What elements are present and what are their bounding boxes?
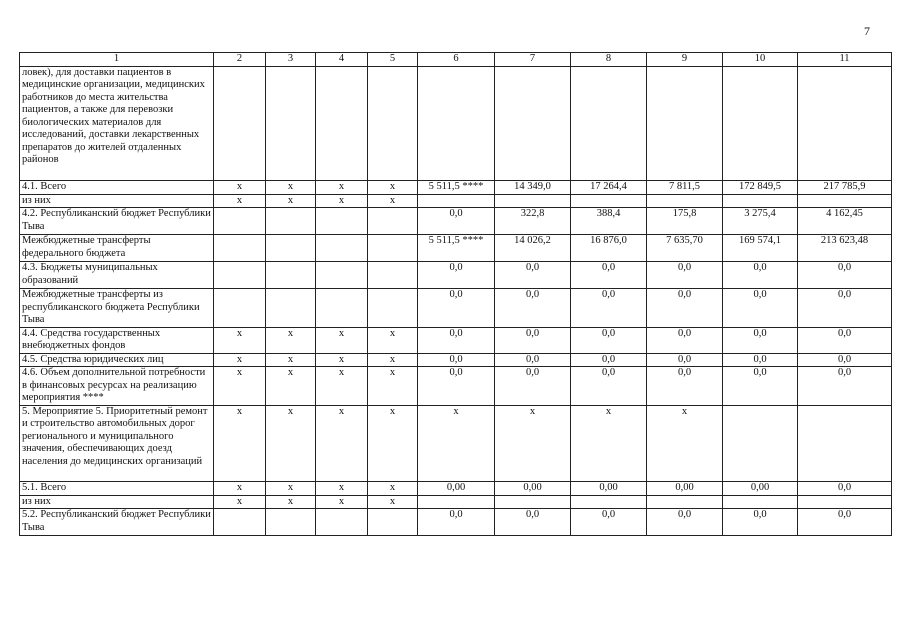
column-number-header: 9 xyxy=(647,53,723,67)
table-cell: х xyxy=(214,481,266,495)
table-cell xyxy=(495,495,571,509)
table-cell: х xyxy=(214,327,266,353)
table-cell: 0,0 xyxy=(798,481,892,495)
table-cell: 0,0 xyxy=(647,509,723,536)
table-cell: х xyxy=(368,353,418,367)
table-cell: х xyxy=(266,367,316,406)
table-cell: х xyxy=(571,405,647,481)
table-cell xyxy=(214,66,266,180)
table-cell: х xyxy=(214,194,266,208)
table-cell xyxy=(571,194,647,208)
table-cell: х xyxy=(316,405,368,481)
row-label: 5.2. Республиканский бюджет Республики Тыва xyxy=(20,509,214,536)
table-cell: 16 876,0 xyxy=(571,235,647,262)
table-cell: 0,0 xyxy=(798,262,892,289)
table-cell: 5 511,5 **** xyxy=(418,235,495,262)
table-cell: 0,0 xyxy=(723,509,798,536)
table-cell: 0,0 xyxy=(647,353,723,367)
table-cell: 14 349,0 xyxy=(495,180,571,194)
row-label: из них xyxy=(20,194,214,208)
table-cell: 0,0 xyxy=(647,367,723,406)
table-cell xyxy=(418,495,495,509)
table-cell: 0,0 xyxy=(798,353,892,367)
table-cell: 0,0 xyxy=(798,367,892,406)
column-number-header: 7 xyxy=(495,53,571,67)
table-cell: 0,0 xyxy=(418,289,495,328)
page-number: 7 xyxy=(864,24,870,38)
table-cell: 0,0 xyxy=(798,327,892,353)
column-number-header: 11 xyxy=(798,53,892,67)
column-number-header: 8 xyxy=(571,53,647,67)
table-cell xyxy=(368,262,418,289)
row-label: 4.2. Республиканский бюджет Республики Тыва xyxy=(20,208,214,235)
table-cell: 0,0 xyxy=(571,289,647,328)
table-cell: х xyxy=(368,327,418,353)
table-row xyxy=(20,509,892,536)
table-row xyxy=(20,367,892,406)
table-cell xyxy=(418,66,495,180)
table-cell: 0,0 xyxy=(647,289,723,328)
table-cell xyxy=(368,66,418,180)
column-number-header: 10 xyxy=(723,53,798,67)
table-cell xyxy=(495,66,571,180)
table-cell: х xyxy=(368,180,418,194)
table-cell: 0,00 xyxy=(418,481,495,495)
table-cell xyxy=(723,405,798,481)
table-cell: х xyxy=(266,495,316,509)
table-cell: х xyxy=(266,194,316,208)
table-cell: 7 635,70 xyxy=(647,235,723,262)
table-cell: 0,0 xyxy=(418,367,495,406)
table-cell xyxy=(723,66,798,180)
table-cell xyxy=(368,208,418,235)
table-cell xyxy=(647,495,723,509)
table-cell: 14 026,2 xyxy=(495,235,571,262)
table-cell xyxy=(266,509,316,536)
table-cell: 0,00 xyxy=(647,481,723,495)
table-cell xyxy=(647,194,723,208)
row-label: 4.4. Средства государственных внебюджетных фондов xyxy=(20,327,214,353)
table-cell xyxy=(495,194,571,208)
table-cell: 175,8 xyxy=(647,208,723,235)
table-cell: х xyxy=(368,495,418,509)
table-row xyxy=(20,194,892,208)
table-cell xyxy=(368,509,418,536)
table-cell: 0,0 xyxy=(418,262,495,289)
table-cell: х xyxy=(316,481,368,495)
table-cell: 3 275,4 xyxy=(723,208,798,235)
table-row xyxy=(20,327,892,353)
table-row xyxy=(20,235,892,262)
table-cell xyxy=(368,289,418,328)
column-number-header: 4 xyxy=(316,53,368,67)
table-cell: х xyxy=(214,367,266,406)
table-cell: х xyxy=(214,405,266,481)
table-cell: х xyxy=(266,405,316,481)
table-cell: 0,0 xyxy=(798,509,892,536)
table-cell: 7 811,5 xyxy=(647,180,723,194)
table-cell xyxy=(214,289,266,328)
row-label: 5.1. Всего xyxy=(20,481,214,495)
table-cell xyxy=(266,66,316,180)
row-label: 4.6. Объем дополнительной потребности в финансовых ресурсах на реализацию мероприятия **** xyxy=(20,367,214,406)
table-cell xyxy=(571,66,647,180)
table-cell: 17 264,4 xyxy=(571,180,647,194)
table-row xyxy=(20,289,892,328)
table-cell: 0,0 xyxy=(495,367,571,406)
table-cell: 5 511,5 **** xyxy=(418,180,495,194)
table-cell xyxy=(214,235,266,262)
table-cell xyxy=(316,289,368,328)
table-cell: 0,0 xyxy=(647,262,723,289)
table-cell: 0,0 xyxy=(647,327,723,353)
table-cell: 0,0 xyxy=(723,327,798,353)
row-label: 4.1. Всего xyxy=(20,180,214,194)
table-cell: 0,0 xyxy=(495,327,571,353)
column-number-header: 6 xyxy=(418,53,495,67)
table-cell: 0,0 xyxy=(723,289,798,328)
column-number-header: 1 xyxy=(20,53,214,67)
table-cell: х xyxy=(495,405,571,481)
table-cell: 0,0 xyxy=(495,262,571,289)
table-row xyxy=(20,262,892,289)
table-cell: 0,0 xyxy=(723,262,798,289)
table-cell xyxy=(798,495,892,509)
table-cell: 0,00 xyxy=(723,481,798,495)
table-cell: х xyxy=(368,367,418,406)
table-cell: х xyxy=(266,481,316,495)
table-header-row xyxy=(20,53,892,67)
table-cell: 0,0 xyxy=(571,353,647,367)
table-cell xyxy=(418,194,495,208)
table-cell xyxy=(316,208,368,235)
table-cell: х xyxy=(316,495,368,509)
table-cell: х xyxy=(647,405,723,481)
table-cell: 0,0 xyxy=(571,509,647,536)
table-cell: х xyxy=(214,495,266,509)
table-cell xyxy=(266,208,316,235)
table-cell xyxy=(316,66,368,180)
table-cell: 0,0 xyxy=(418,509,495,536)
table-cell xyxy=(214,208,266,235)
table-row xyxy=(20,495,892,509)
table-cell: 0,0 xyxy=(571,327,647,353)
column-number-header: 2 xyxy=(214,53,266,67)
table-cell: 0,00 xyxy=(571,481,647,495)
row-label: Межбюджетные трансферты федерального бюджета xyxy=(20,235,214,262)
table-row xyxy=(20,405,892,481)
table-cell: 0,0 xyxy=(723,367,798,406)
row-label: 5. Мероприятие 5. Приоритетный ремонт и строительство автомобильных дорог регионального и муниципального значения, обеспечивающих доезд населения до медицинских организаций xyxy=(20,405,214,481)
row-label: Межбюджетные трансферты из республиканского бюджета Республики Тыва xyxy=(20,289,214,328)
table-cell: 0,0 xyxy=(571,262,647,289)
table-cell: х xyxy=(316,194,368,208)
table-cell xyxy=(316,235,368,262)
table-cell: 0,0 xyxy=(495,289,571,328)
table-cell: 0,0 xyxy=(798,289,892,328)
table-cell xyxy=(266,235,316,262)
table-cell: 0,00 xyxy=(495,481,571,495)
table-cell: 322,8 xyxy=(495,208,571,235)
table-cell: х xyxy=(368,481,418,495)
table-row xyxy=(20,180,892,194)
table-cell: х xyxy=(368,194,418,208)
table-cell: 0,0 xyxy=(723,353,798,367)
table-cell xyxy=(368,235,418,262)
table-cell: 172 849,5 xyxy=(723,180,798,194)
table-cell: 0,0 xyxy=(495,353,571,367)
table-cell: 0,0 xyxy=(418,353,495,367)
table-cell: х xyxy=(266,180,316,194)
table-cell: 388,4 xyxy=(571,208,647,235)
table-cell: х xyxy=(316,367,368,406)
table-cell xyxy=(798,194,892,208)
table-cell xyxy=(723,194,798,208)
table-cell xyxy=(316,509,368,536)
table-cell: 217 785,9 xyxy=(798,180,892,194)
table-cell xyxy=(214,262,266,289)
table-cell xyxy=(214,509,266,536)
table-cell: х xyxy=(316,353,368,367)
table-cell xyxy=(571,495,647,509)
table-cell: х xyxy=(368,405,418,481)
column-number-header: 3 xyxy=(266,53,316,67)
table-cell xyxy=(266,289,316,328)
table-cell: х xyxy=(214,353,266,367)
row-label: 4.3. Бюджеты муниципальных образований xyxy=(20,262,214,289)
budget-table xyxy=(19,52,892,536)
table-cell: 169 574,1 xyxy=(723,235,798,262)
table-row xyxy=(20,353,892,367)
table-cell: 0,0 xyxy=(418,327,495,353)
table-cell: х xyxy=(316,180,368,194)
table-cell xyxy=(647,66,723,180)
table-cell: 0,0 xyxy=(495,509,571,536)
table-cell: 213 623,48 xyxy=(798,235,892,262)
column-number-header: 5 xyxy=(368,53,418,67)
table-row xyxy=(20,66,892,180)
table-cell xyxy=(723,495,798,509)
table-cell xyxy=(798,66,892,180)
row-label: ловек), для доставки пациентов в медицинские организации, медицинских работников до места жительства пациентов, а также для перевозки биологических материалов для исследований, доставки лекарственных препаратов до жителей отдаленных районов xyxy=(20,66,214,180)
table-cell xyxy=(316,262,368,289)
table-cell: 0,0 xyxy=(418,208,495,235)
table-cell: х xyxy=(316,327,368,353)
table-cell: х xyxy=(266,327,316,353)
table-cell xyxy=(266,262,316,289)
table-cell: 0,0 xyxy=(571,367,647,406)
row-label: 4.5. Средства юридических лиц xyxy=(20,353,214,367)
table-cell: 4 162,45 xyxy=(798,208,892,235)
table-cell: х xyxy=(266,353,316,367)
table-cell xyxy=(798,405,892,481)
table-row xyxy=(20,481,892,495)
table-cell: х xyxy=(418,405,495,481)
table-cell: х xyxy=(214,180,266,194)
row-label: из них xyxy=(20,495,214,509)
table-row xyxy=(20,208,892,235)
